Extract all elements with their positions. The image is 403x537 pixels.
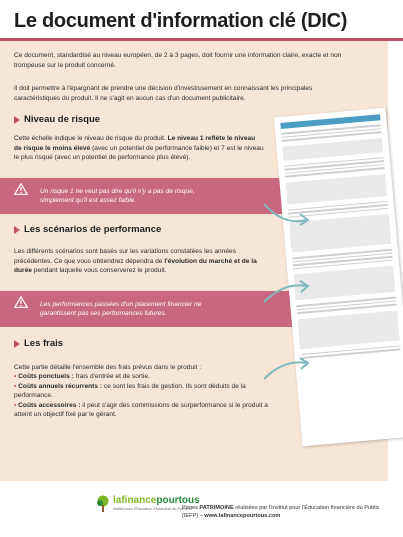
tree-icon [96, 495, 110, 513]
logo-wordmark: lafinancepourtous [113, 495, 200, 506]
page-title: Le document d'information clé (DIC) [14, 10, 348, 32]
intro-paragraph-2: Il doit permettre à l'épargnant de prendre une décision d'investissement en connaissant les principales caractéristiques du produit. Il ne s'agit en aucun cas d'un document publicitaire. [14, 85, 313, 102]
logo-tagline: Institut pour l'Éducation Financière du Public [113, 507, 188, 511]
risk-text: Cette échelle indique le niveau de risque du produit. Le niveau 1 reflète le niveau de risque le moins élevé (avec un potentiel de performance faible) et 7 est le niveau le plus risqué (avec un potentiel de performance plus élevé). [14, 135, 264, 162]
fees-list [14, 372, 279, 420]
risk-heading-text: Niveau de risque [24, 114, 101, 125]
risk-warning-text: Un risque 1 ne veut pas dire qu'il n'y a pas de risque, simplement qu'il est assez faible. [40, 188, 195, 205]
chevron-right-icon [14, 226, 20, 234]
fees-heading-text: Les frais [24, 338, 64, 349]
arrow-scenarios-icon [262, 278, 312, 308]
chevron-right-icon [14, 116, 20, 124]
scenarios-heading-text: Les scénarios de performance [24, 224, 162, 235]
scenarios-text: Les différents scénarios sont basés sur les variations constatées les années précédentes. Ce que vous obtiendrez dépendra de l'évolution du marché et de la durée pendant laquelle vous conserverez le produit. [14, 248, 257, 275]
chevron-right-icon [14, 340, 20, 348]
footer-credit: Pages PATRIMOINE réalisées par l'Institut pour l'Éducation financière du Public (IEFP) – www.lafinancepourtous.com [182, 505, 380, 520]
arrow-fees-icon [262, 355, 312, 385]
scenarios-heading [14, 224, 161, 235]
fees-heading [14, 338, 63, 349]
arrow-risk-icon [262, 200, 312, 230]
warning-icon [14, 296, 28, 308]
warning-icon [14, 183, 28, 195]
footer-website-link[interactable]: www.lafinancepourtous.com [204, 513, 281, 520]
intro-paragraph-1: Ce document, standardisé au niveau européen, de 2 à 3 pages, doit fournir une information claire, exacte et non trompeuse sur le produit concerné. [14, 52, 342, 69]
fees-item-1: • Coûts ponctuels : frais d'entrée et de sortie. [14, 373, 150, 380]
scenarios-warning-text: Les performances passées d'un placement financier ne garantissent pas ses performances futures. [40, 301, 202, 318]
fees-intro: Cette partie détaille l'ensemble des frais prévus dans le produit : [14, 364, 202, 371]
risk-heading [14, 114, 100, 125]
fees-item-3: • Coûts accessoires : il peut s'agir des commissions de surperformance si le produit a atteint un objectif fixé par le gérant. [14, 401, 268, 419]
fees-item-2: • Coûts annuels récurrents : ce sont les frais de gestion. Ils sont déduits de la performance. [14, 382, 246, 400]
